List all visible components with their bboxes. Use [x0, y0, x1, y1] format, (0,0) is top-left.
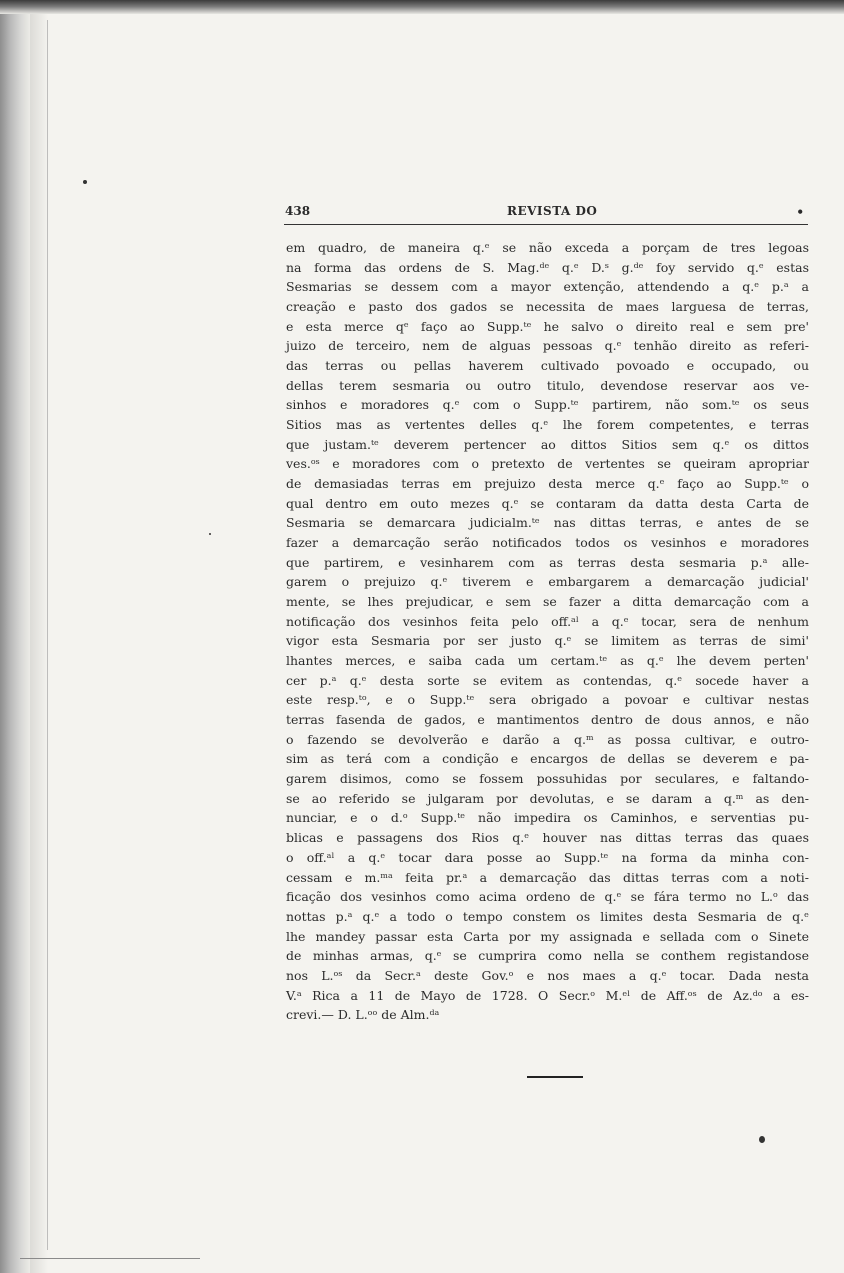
gutter-line: [47, 20, 48, 1250]
page-header: [285, 200, 808, 220]
text-line: crevi.— D. L.ᵒᵒ de Alm.ᵈᵃ: [286, 1007, 440, 1023]
text-line: qual dentro em outo mezes q.ᵉ se contaram da datta desta Carta de: [286, 495, 809, 511]
text-line: este resp.ᵗᵒ, e o Supp.ᵗᵉ sera obrigado a povoar e cultivar nestas: [286, 692, 809, 708]
header-rule: [284, 224, 808, 225]
text-line: sim as terá com a condição e encargos de dellas se deverem e pa-: [286, 751, 809, 767]
text-line: dellas terem sesmaria ou outro titulo, devendose reservar aos ve-: [286, 377, 809, 393]
text-line: das terras ou pellas haverem cultivado povoado e occupado, ou: [286, 358, 809, 374]
text-line: nunciar, e o d.ᵒ Supp.ᵗᵉ não impedira os Caminhos, e serventias pu-: [286, 810, 809, 826]
text-line: mente, se lhes prejudicar, e sem se fazer a ditta demarcação com a: [286, 594, 809, 610]
text-line: de minhas armas, q.ᵉ se cumprira como nella se conthem registandose: [286, 948, 809, 964]
text-line: na forma das ordens de S. Mag.ᵈᵉ q.ᵉ D.ˢ g.ᵈᵉ foy servido q.ᵉ estas: [286, 259, 809, 275]
text-line: lhe mandey passar esta Carta por my assignada e sellada com o Sinete: [286, 928, 809, 944]
page-speck: [209, 533, 211, 535]
text-line: o off.ᵃˡ a q.ᵉ tocar dara posse ao Supp.ᵗᵉ na forma da minha con-: [286, 849, 809, 865]
running-head: REVISTA DO: [507, 204, 598, 218]
text-line: cessam e m.ᵐᵃ feita pr.ᵃ a demarcação das dittas terras com a noti-: [286, 869, 809, 885]
page-speck: [83, 180, 87, 184]
text-line: que partirem, e vesinharem com as terras desta sesmaria p.ᵃ alle-: [286, 554, 809, 570]
text-line: ves.ᵒˢ e moradores com o pretexto de vertentes se queiram apropriar: [286, 456, 809, 472]
text-line: ficação dos vesinhos como acima ordeno de q.ᵉ se fára termo no L.ᵒ das: [286, 889, 809, 905]
page-number: 438: [285, 204, 311, 218]
end-rule: [527, 1076, 583, 1078]
text-line: que justam.ᵗᵉ deverem pertencer ao dittos Sitios sem q.ᵉ os dittos: [286, 436, 809, 452]
text-line: e esta merce qᵉ faço ao Supp.ᵗᵉ he salvo o direito real e sem pre': [286, 318, 809, 334]
body-text: [286, 238, 809, 1025]
text-line: blicas e passagens dos Rios q.ᵉ houver nas dittas terras das quaes: [286, 830, 809, 846]
text-line: Sesmarias se dessem com a mayor extenção, attendendo a q.ᵉ p.ᵃ a: [286, 279, 809, 295]
text-line: vigor esta Sesmaria por ser justo q.ᵉ se limitem as terras de simi': [286, 633, 809, 649]
text-line: V.ᵃ Rica a 11 de Mayo de 1728. O Secr.ᵒ M.ᵉˡ de Aff.ᵒˢ de Az.ᵈᵒ a es-: [286, 987, 809, 1003]
text-line: o fazendo se devolverão e darão a q.ᵐ as possa cultivar, e outro-: [286, 731, 809, 747]
text-line: garem o prejuizo q.ᵉ tiverem e embargarem a demarcação judicial': [286, 574, 809, 590]
bottom-edge-line: [20, 1258, 200, 1259]
binding-edge-shade: [30, 0, 48, 1273]
top-page-edge: [0, 0, 844, 14]
text-line: cer p.ᵃ q.ᵉ desta sorte se evitem as contendas, q.ᵉ socede haver a: [286, 672, 809, 688]
text-line: se ao referido se julgaram por devolutas, e se daram a q.ᵐ as den-: [286, 790, 809, 806]
text-line: notificação dos vesinhos feita pelo off.ᵃˡ a q.ᵉ tocar, sera de nenhum: [286, 613, 809, 629]
header-ornament: •: [796, 205, 804, 219]
page-speck: [759, 1136, 765, 1143]
text-line: de demasiadas terras em prejuizo desta merce q.ᵉ faço ao Supp.ᵗᵉ o: [286, 476, 809, 492]
text-line: juizo de terceiro, nem de alguas pessoas q.ᵉ tenhão direito as referi-: [286, 338, 809, 354]
text-line: Sesmaria se demarcara judicialm.ᵗᵉ nas dittas terras, e antes de se: [286, 515, 809, 531]
book-binding-shadow: [0, 0, 30, 1273]
text-line: fazer a demarcação serão notificados todos os vesinhos e moradores: [286, 535, 809, 551]
text-line: creação e pasto dos gados se necessita de maes larguesa de terras,: [286, 299, 809, 315]
text-line: garem disimos, como se fossem possuhidas por seculares, e faltando-: [286, 771, 809, 787]
text-line: nos L.ᵒˢ da Secr.ᵃ deste Gov.ᵒ e nos maes a q.ᵉ tocar. Dada nesta: [286, 967, 809, 983]
text-line: em quadro, de maneira q.ᵉ se não exceda a porçam de tres legoas: [286, 240, 809, 255]
text-line: terras fasenda de gados, e mantimentos dentro de dous annos, e não: [286, 712, 809, 728]
text-line: nottas p.ᵃ q.ᵉ a todo o tempo constem os limites desta Sesmaria de q.ᵉ: [286, 908, 809, 924]
text-line: Sitios mas as vertentes delles q.ᵉ lhe forem competentes, e terras: [286, 417, 809, 433]
text-line: lhantes merces, e saiba cada um certam.ᵗᵉ as q.ᵉ lhe devem perten': [286, 653, 809, 669]
text-line: sinhos e moradores q.ᵉ com o Supp.ᵗᵉ partirem, não som.ᵗᵉ os seus: [286, 397, 809, 413]
